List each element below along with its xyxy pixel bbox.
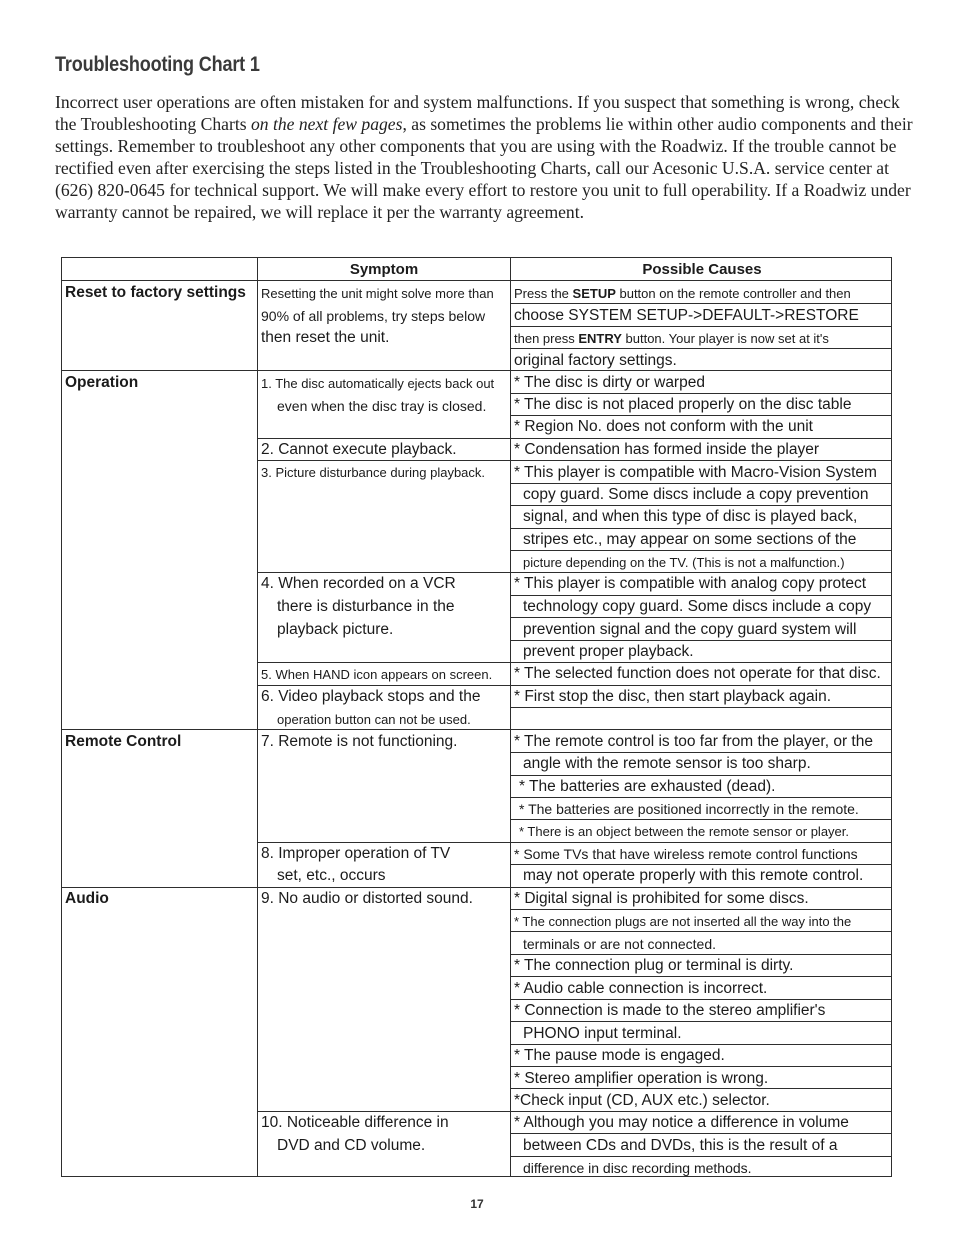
cause-7-line1: * The remote control is too far from the player, or the xyxy=(514,733,873,750)
symptom-5: 5. When HAND icon appears on screen. xyxy=(261,667,493,682)
symptom-7: 7. Remote is not functioning. xyxy=(261,733,458,750)
cause-8-line1: * Some TVs that have wireless remote control functions xyxy=(514,846,858,862)
symptom-reset-line1: Resetting the unit might solve more than xyxy=(261,286,494,301)
category-reset: Reset to factory settings xyxy=(65,284,246,301)
cause-reset-line3: then press ENTRY button. Your player is now set at it's xyxy=(514,331,829,346)
cause-2: * Condensation has formed inside the player xyxy=(514,441,820,458)
category-remote-control: Remote Control xyxy=(65,733,182,750)
cause-9-line2: * The connection plugs are not inserted all the way into the xyxy=(514,914,852,929)
cause-7-line2: angle with the remote sensor is too sharp. xyxy=(523,755,811,772)
symptom-4-line1: 4. When recorded on a VCR xyxy=(261,575,456,592)
cause-9-line8: * The pause mode is engaged. xyxy=(514,1047,725,1064)
cause-5: * The selected function does not operate for that disc. xyxy=(514,665,881,682)
symptom-1-line1: 1. The disc automatically ejects back out xyxy=(261,376,495,391)
cause-4-line3: prevention signal and the copy guard system will xyxy=(523,621,857,638)
cause-3-line2: copy guard. Some discs include a copy prevention xyxy=(523,486,869,503)
cause-3-line4: stripes etc., may appear on some sections of the xyxy=(523,531,857,548)
intro-text-1: Incorrect user operations are often mistaken for and system malfunctions. If you suspect that something is wrong, check the Troubleshooting Charts xyxy=(55,92,900,134)
column-divider-2 xyxy=(510,258,511,1176)
cause-reset-line2: choose SYSTEM SETUP->DEFAULT->RESTORE xyxy=(514,307,859,324)
cause-10-line2: between CDs and DVDs, this is the result of a xyxy=(523,1137,838,1154)
symptom-6-line1: 6. Video playback stops and the xyxy=(261,688,481,705)
cause-9-line6: * Connection is made to the stereo amplifier's xyxy=(514,1002,826,1019)
cause-1-line3: * Region No. does not conform with the unit xyxy=(514,418,813,435)
cause-reset-line4: original factory settings. xyxy=(514,352,677,369)
cause-9-line7: PHONO input terminal. xyxy=(523,1025,682,1042)
cause-7-line5: * There is an object between the remote sensor or player. xyxy=(519,824,850,839)
cause-3-line1: * This player is compatible with Macro-Vision System xyxy=(514,464,877,481)
cause-reset-line1: Press the SETUP button on the remote controller and then xyxy=(514,286,851,301)
symptom-4-line2: there is disturbance in the xyxy=(277,598,455,615)
troubleshooting-table xyxy=(61,257,892,1177)
cause-9-line4: * The connection plug or terminal is dirty. xyxy=(514,957,794,974)
intro-text-2: , as sometimes the problems lie within other audio components and their settings. Remember to troubleshoot any other components that you are using with the Roadwiz. If the trouble cannot be rectified even after exercising the steps listed in the Troubleshooting Charts, call our Acesonic U.S.A. service center at (626) 820-0645 for technical support. We will make every effort to restore you unit to full operability. If a Roadwiz under warranty cannot be repaired, we will replace it per the warranty agreement. xyxy=(55,114,913,222)
row-divider xyxy=(62,729,891,730)
cause-4-line4: prevent proper playback. xyxy=(523,643,694,660)
header-symptom: Symptom xyxy=(349,261,419,278)
symptom-9: 9. No audio or distorted sound. xyxy=(261,890,473,907)
cause-1-line1: * The disc is dirty or warped xyxy=(514,374,705,391)
symptom-2: 2. Cannot execute playback. xyxy=(261,441,457,458)
symptom-10-line1: 10. Noticeable difference in xyxy=(261,1114,449,1131)
intro-paragraph xyxy=(55,91,915,223)
cause-7-line4: * The batteries are positioned incorrectly in the remote. xyxy=(519,801,859,817)
cause-9-line1: * Digital signal is prohibited for some discs. xyxy=(514,890,809,907)
cause-9-line5: * Audio cable connection is incorrect. xyxy=(514,980,768,997)
header-possible-causes: Possible Causes xyxy=(642,261,762,278)
row-divider xyxy=(62,370,891,371)
cause-7-line3: * The batteries are exhausted (dead). xyxy=(519,778,776,795)
symptom-reset-line2: 90% of all problems, try steps below xyxy=(261,308,486,324)
category-operation: Operation xyxy=(65,374,139,391)
cause-6: * First stop the disc, then start playback again. xyxy=(514,688,832,705)
intro-text-italic: on the next few pages xyxy=(251,114,403,134)
cause-9-line9: * Stereo amplifier operation is wrong. xyxy=(514,1070,769,1087)
cause-4-line1: * This player is compatible with analog copy protect xyxy=(514,575,867,592)
cause-1-line2: * The disc is not placed properly on the disc table xyxy=(514,396,852,413)
cause-9-line3: terminals or are not connected. xyxy=(523,936,716,952)
cause-3-line5: picture depending on the TV. (This is not a malfunction.) xyxy=(523,555,845,570)
cause-4-line2: technology copy guard. Some discs include a copy xyxy=(523,598,872,615)
cause-10-line3: difference in disc recording methods. xyxy=(523,1160,752,1176)
symptom-4-line3: playback picture. xyxy=(277,621,394,638)
category-audio: Audio xyxy=(65,890,109,907)
cause-10-line1: * Although you may notice a difference in volume xyxy=(514,1114,849,1131)
symptom-1-line2: even when the disc tray is closed. xyxy=(277,398,487,414)
symptom-3: 3. Picture disturbance during playback. xyxy=(261,465,486,480)
column-divider-1 xyxy=(257,258,258,1176)
page-title: Troubleshooting Chart 1 xyxy=(55,53,260,76)
cause-3-line3: signal, and when this type of disc is played back, xyxy=(523,508,858,525)
symptom-reset-line3: then reset the unit. xyxy=(261,329,390,346)
symptom-8-line2: set, etc., occurs xyxy=(277,867,386,884)
symptom-8-line1: 8. Improper operation of TV xyxy=(261,845,451,862)
symptom-6-line2: operation button can not be used. xyxy=(277,712,471,727)
cause-8-line2: may not operate properly with this remote control. xyxy=(523,867,864,884)
symptom-10-line2: DVD and CD volume. xyxy=(277,1137,426,1154)
page-number: 17 xyxy=(470,1197,484,1211)
cause-9-line10: *Check input (CD, AUX etc.) selector. xyxy=(514,1092,770,1109)
